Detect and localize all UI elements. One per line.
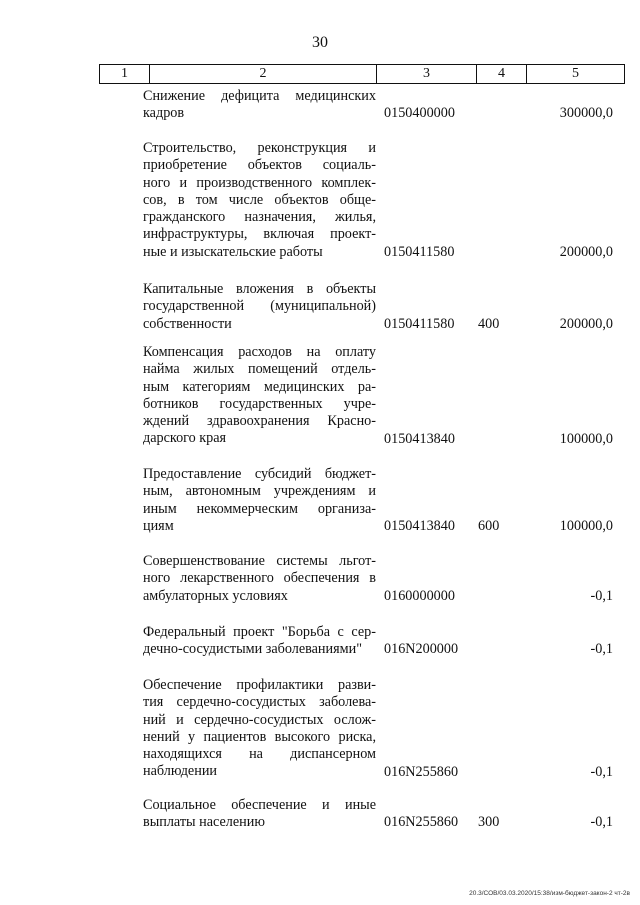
row-name-line: ний и сердечно-сосудистых ослож-: [143, 711, 376, 728]
column-header-1: 1: [100, 65, 150, 84]
row-name-line: наблюдении: [143, 763, 218, 780]
row-name-line: Федеральный проект "Борьба с сер-: [143, 624, 376, 640]
row-code: 0150413840: [384, 430, 455, 447]
row-sum: 100000,0: [559, 517, 613, 534]
row-name: [143, 677, 376, 781]
row-name-line: амбулаторных условиях: [143, 587, 288, 604]
column-header-3: 3: [377, 65, 477, 84]
row-sum: -0,1: [590, 641, 613, 658]
row-name-line: Совершенствование системы льгот-: [143, 553, 376, 569]
row-name-line: гражданского назначения, жилья,: [143, 209, 376, 226]
row-code: 0160000000: [384, 587, 455, 604]
row-kvr: 300: [478, 814, 500, 831]
row-name-line: иным некоммерческим организа-: [143, 500, 376, 517]
row-name-line: дарского края: [143, 430, 227, 447]
row-sum: 100000,0: [559, 430, 613, 447]
row-name-line: циям: [143, 517, 174, 534]
row-name-line: Капитальные вложения в объекты: [143, 281, 376, 297]
row-code: 016N255860: [384, 763, 459, 780]
column-header-5: 5: [527, 65, 625, 84]
row-kvr: 600: [478, 517, 500, 534]
page-number: 30: [312, 34, 328, 51]
row-sum: 200000,0: [559, 315, 613, 332]
row-name-line: Обеспечение профилактики разви-: [143, 677, 376, 693]
row-code: 0150411580: [384, 315, 455, 332]
row-name-line: инфраструктуры, включая проект-: [143, 226, 376, 243]
row-code: 0150411580: [384, 243, 455, 260]
row-sum: -0,1: [590, 814, 613, 831]
row-name-line: Снижение дефицита медицинских: [143, 88, 376, 104]
row-name-line: ботников государственных учре-: [143, 395, 376, 412]
row-name: [143, 797, 376, 832]
row-name-line: нений у пациентов высокого риска,: [143, 728, 376, 745]
footer-file-path: 20.3/СОВ/03.03.2020/15:38/изм-бюджет-закон-2 чт-2в: [469, 890, 630, 897]
row-name-line: ным категориям медицинских ра-: [143, 378, 376, 395]
row-name-line: Компенсация расходов на оплату: [143, 344, 376, 360]
row-name: [143, 624, 376, 659]
row-sum: 200000,0: [559, 243, 613, 260]
row-name-line: дечно-сосудистыми заболеваниями": [143, 641, 363, 658]
row-name-line: ного лекарственного обеспечения в: [143, 570, 376, 587]
row-name-line: найма жилых помещений отдель-: [143, 361, 376, 378]
row-name-line: сов, в том числе объектов обще-: [143, 191, 376, 208]
row-sum: -0,1: [590, 587, 613, 604]
row-name-line: государственной (муниципальной): [143, 298, 376, 315]
row-name-line: собственности: [143, 315, 232, 332]
row-name: [143, 88, 376, 123]
row-name-line: кадров: [143, 105, 185, 122]
row-code: 0150413840: [384, 517, 455, 534]
row-name-line: находящихся на диспансерном: [143, 746, 376, 763]
row-name-line: ного и производственного комплек-: [143, 174, 376, 191]
row-name-line: выплаты населению: [143, 814, 265, 831]
column-header-4: 4: [477, 65, 527, 84]
row-name-line: ные и изыскательские работы: [143, 243, 323, 260]
row-name: [143, 281, 376, 333]
row-name-line: Предоставление субсидий бюджет-: [143, 466, 376, 482]
row-name-line: Строительство, реконструкция и: [143, 140, 376, 156]
row-name: [143, 466, 376, 535]
row-name-line: тия сердечно-сосудистых заболева-: [143, 694, 376, 711]
row-name-line: приобретение объектов социаль-: [143, 157, 376, 174]
row-sum: 300000,0: [559, 105, 613, 122]
row-name: [143, 140, 376, 261]
row-name: [143, 344, 376, 448]
row-code: 0150400000: [384, 105, 455, 122]
column-header-2: 2: [150, 65, 377, 84]
row-name: [143, 553, 376, 605]
row-kvr: 400: [478, 315, 500, 332]
row-sum: -0,1: [590, 763, 613, 780]
row-name-line: ным, автономным учреждениям и: [143, 483, 376, 500]
row-name-line: Социальное обеспечение и иные: [143, 797, 376, 813]
row-code: 016N200000: [384, 641, 459, 658]
row-code: 016N255860: [384, 814, 459, 831]
row-name-line: ждений здравоохранения Красно-: [143, 413, 376, 430]
